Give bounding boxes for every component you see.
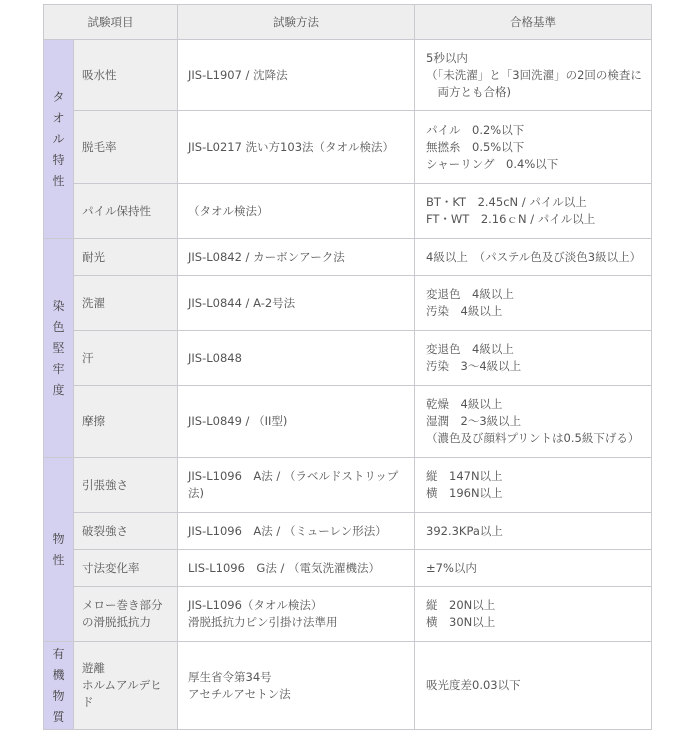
test-method-cell	[178, 331, 415, 386]
test-item-cell	[74, 331, 178, 386]
table-row	[44, 458, 652, 513]
cell-line: の滑脱抵抗力	[82, 615, 151, 629]
category-char: 機	[52, 667, 65, 682]
pass-criteria-cell	[415, 184, 652, 239]
test-item-cell	[74, 587, 178, 642]
cell-line: 変退色 4級以上	[426, 287, 514, 301]
cell-line: （タオル検法）	[188, 203, 269, 218]
cell-line: 変退色 4級以上	[426, 342, 514, 356]
pass-criteria-cell	[415, 550, 652, 587]
category-char: 染	[52, 298, 65, 313]
test-item-cell	[74, 239, 178, 276]
cell-line: JIS-L1096 A法 / （ミューレン形法）	[188, 523, 387, 538]
cell-line: 摩擦	[82, 414, 105, 428]
table-row	[44, 331, 652, 386]
test-method-cell	[178, 40, 415, 111]
category-char: 牢	[52, 361, 65, 376]
cell-line: パイル 0.2%以下	[426, 122, 525, 137]
cell-line: 横 30N以上	[426, 615, 496, 629]
pass-criteria-cell	[415, 40, 652, 111]
test-method-cell	[178, 587, 415, 642]
cell-line: ±7%以内	[426, 560, 477, 575]
test-standards-table	[43, 4, 652, 730]
header-pass-criteria: 合格基準	[415, 5, 652, 40]
category-char: 度	[52, 382, 65, 397]
category-char: 堅	[52, 340, 65, 355]
cell-line: BT・KT 2.45cN / パイル以上	[426, 195, 587, 209]
category-char: 有	[52, 646, 65, 661]
table-body	[44, 40, 652, 730]
table-row	[44, 642, 652, 730]
cell-line: 湿潤 2～3級以上	[426, 414, 522, 428]
category-cell	[44, 458, 74, 642]
cell-line: 縦 20N以上	[426, 598, 496, 612]
cell-line: （「未洗濯」と「3回洗濯」の2回の検査に	[426, 67, 642, 82]
cell-line: 4級以上 （パステル色及び淡色3級以上）	[426, 249, 642, 264]
table-row	[44, 587, 652, 642]
cell-line: シャーリング 0.4%以下	[426, 156, 559, 171]
cell-line: JIS-L1907 / 沈降法	[188, 67, 288, 82]
cell-line: FT・WT 2.16ｃN / パイル以上	[426, 212, 596, 226]
cell-line: メロー巻き部分	[82, 598, 163, 612]
pass-criteria-cell	[415, 642, 652, 730]
table-row	[44, 239, 652, 276]
category-cell	[44, 40, 74, 239]
category-char: 性	[52, 552, 65, 567]
category-char: 性	[52, 173, 65, 188]
cell-line: 引張強さ	[82, 477, 128, 492]
cell-line: 乾燥 4級以上	[426, 397, 503, 411]
table-row	[44, 513, 652, 550]
cell-line: 縦 147N以上	[426, 469, 503, 483]
table-row	[44, 111, 652, 184]
pass-criteria-cell	[415, 276, 652, 331]
cell-line: 破裂強さ	[82, 523, 128, 538]
cell-line: ド	[82, 695, 94, 709]
category-char: タ	[52, 89, 65, 104]
cell-line: JIS-L0844 / A-2号法	[188, 295, 296, 310]
cell-line: 法)	[188, 486, 204, 500]
test-method-cell	[178, 276, 415, 331]
cell-line: 遊離	[82, 661, 105, 675]
test-method-cell	[178, 386, 415, 458]
category-char: ル	[52, 131, 65, 146]
cell-line: JIS-L0842 / カーボンアーク法	[188, 249, 345, 264]
table-row	[44, 276, 652, 331]
test-method-cell	[178, 550, 415, 587]
category-char: オ	[52, 110, 65, 125]
cell-line: JIS-L0848	[188, 350, 242, 365]
test-method-cell	[178, 642, 415, 730]
table-row	[44, 550, 652, 587]
cell-line: 汗	[82, 350, 94, 365]
cell-line: JIS-L1096 A法 / （ラベルドストリップ	[188, 469, 399, 483]
cell-line: パイル保持性	[82, 203, 151, 218]
test-item-cell	[74, 642, 178, 730]
cell-line: 吸水性	[82, 67, 117, 82]
cell-line: ホルムアルデヒ	[82, 678, 162, 692]
pass-criteria-cell	[415, 458, 652, 513]
cell-line: 汚染 3～4級以上	[426, 359, 522, 373]
cell-line: JIS-L0849 / （II型)	[188, 414, 288, 428]
test-item-cell	[74, 550, 178, 587]
cell-line: 吸光度差0.03以下	[426, 678, 521, 692]
test-method-cell	[178, 513, 415, 550]
cell-line: 392.3KPa以上	[426, 523, 503, 538]
pass-criteria-cell	[415, 239, 652, 276]
test-item-cell	[74, 386, 178, 458]
cell-line: LIS-L1096 G法 / （電気洗濯機法）	[188, 560, 381, 575]
cell-line: （濃色及び顔料プリントは0.5級下げる）	[426, 431, 640, 445]
table-row	[44, 386, 652, 458]
test-item-cell	[74, 513, 178, 550]
cell-line: 厚生省令第34号	[188, 669, 272, 684]
cell-line: 5秒以内	[426, 50, 468, 65]
category-char: 特	[52, 152, 65, 167]
cell-line: JIS-L0217 洗い方103法（タオル検法）	[188, 139, 395, 154]
pass-criteria-cell	[415, 111, 652, 184]
header-test-method: 試験方法	[178, 5, 415, 40]
header-test-item: 試験項目	[44, 5, 178, 40]
cell-line: 脱毛率	[82, 139, 117, 154]
table-row	[44, 184, 652, 239]
category-char: 質	[52, 709, 65, 724]
test-method-cell	[178, 239, 415, 276]
test-item-cell	[74, 40, 178, 111]
pass-criteria-cell	[415, 331, 652, 386]
cell-line: 寸法変化率	[82, 560, 140, 575]
category-cell	[44, 642, 74, 730]
cell-line: 汚染 4級以上	[426, 304, 503, 318]
test-method-cell	[178, 111, 415, 184]
cell-line: 滑脱抵抗力ピン引掛け法準用	[188, 615, 338, 629]
test-item-cell	[74, 111, 178, 184]
cell-line: アセチルアセトン法	[188, 686, 291, 701]
cell-line: 洗濯	[82, 295, 105, 310]
pass-criteria-cell	[415, 513, 652, 550]
pass-criteria-cell	[415, 587, 652, 642]
header-row	[44, 5, 652, 40]
cell-line: JIS-L1096（タオル検法）	[188, 598, 323, 612]
pass-criteria-cell	[415, 386, 652, 458]
cell-line: 耐光	[82, 249, 105, 264]
cell-line: 横 196N以上	[426, 486, 503, 500]
category-char: 色	[52, 319, 65, 334]
test-item-cell	[74, 184, 178, 239]
test-method-cell	[178, 184, 415, 239]
cell-line: 無撚糸 0.5%以下	[426, 139, 525, 154]
test-item-cell	[74, 458, 178, 513]
cell-line: 両方とも合格)	[426, 84, 511, 99]
category-char: 物	[52, 688, 65, 703]
test-item-cell	[74, 276, 178, 331]
category-cell	[44, 239, 74, 458]
category-char: 物	[52, 531, 65, 546]
test-method-cell	[178, 458, 415, 513]
table-row	[44, 40, 652, 111]
